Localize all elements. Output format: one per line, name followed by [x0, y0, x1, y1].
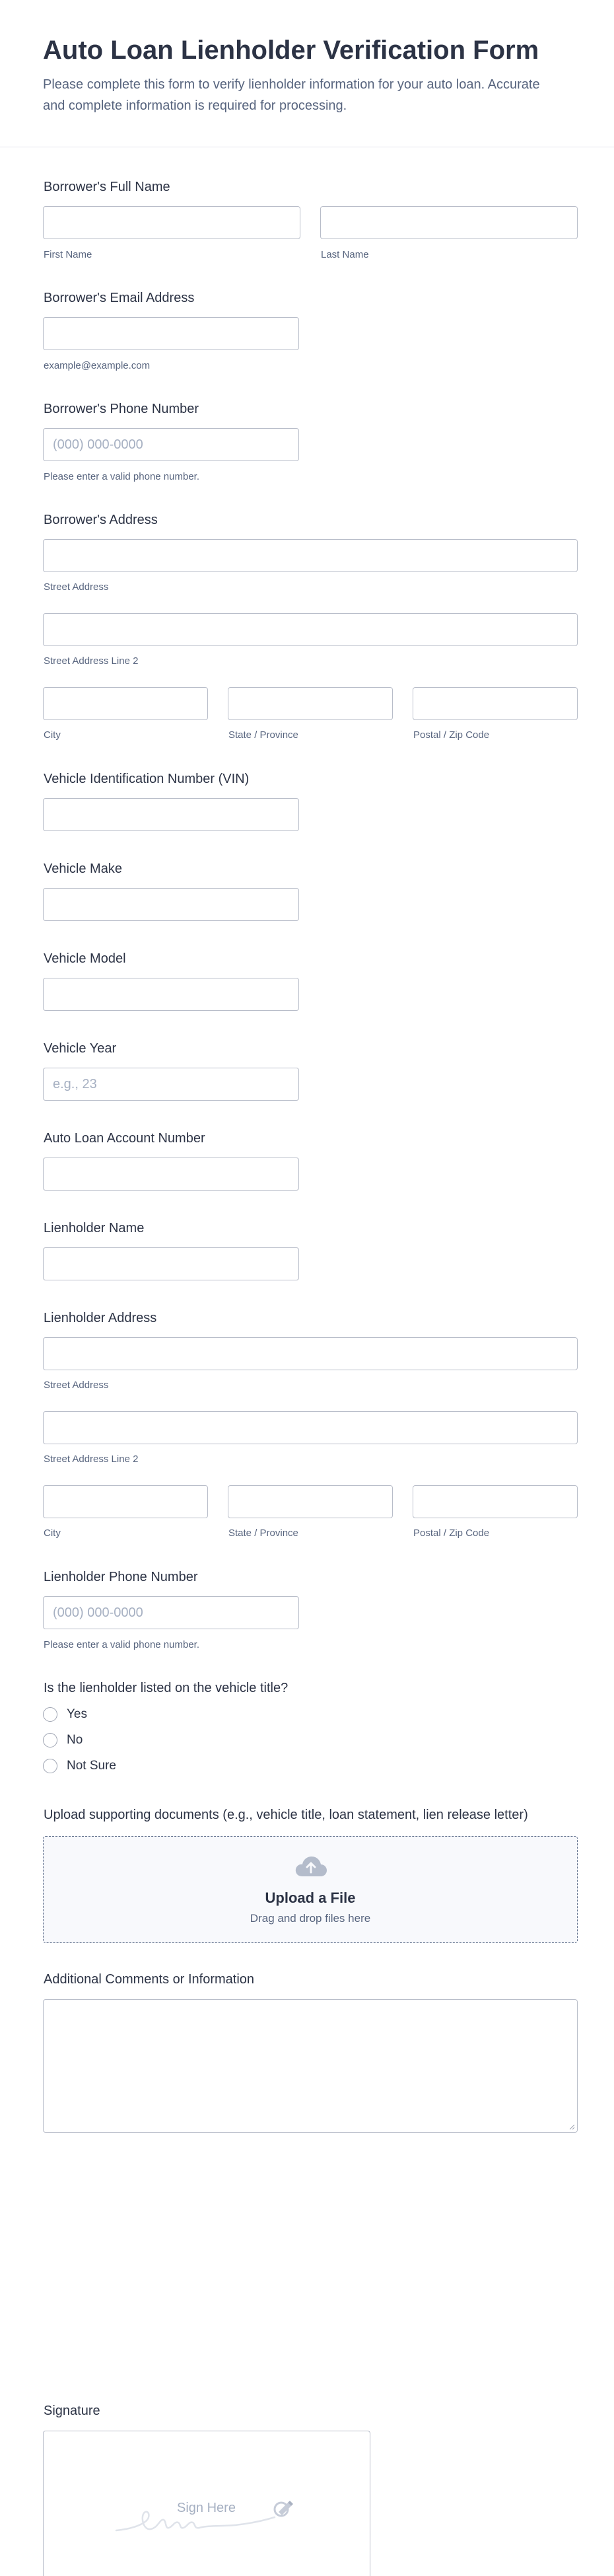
first-name-sublabel: First Name — [44, 249, 92, 260]
comments-label: Additional Comments or Information — [44, 1972, 255, 1987]
borrower-street-input[interactable] — [43, 539, 578, 572]
vehicle-make-label: Vehicle Make — [44, 862, 122, 876]
vehicle-model-input[interactable] — [43, 978, 299, 1011]
cloud-upload-icon — [294, 1855, 327, 1878]
page-title: Auto Loan Lienholder Verification Form — [43, 36, 539, 65]
lienholder-zip-input[interactable] — [413, 1485, 578, 1518]
radio-yes[interactable] — [43, 1707, 87, 1722]
borrower-city-sublabel: City — [44, 729, 61, 741]
lienholder-phone-label: Lienholder Phone Number — [44, 1570, 198, 1584]
radio-circle[interactable] — [43, 1759, 57, 1773]
lienholder-state-input[interactable] — [228, 1485, 393, 1518]
signature-pad[interactable] — [43, 2431, 370, 2576]
title-question-label: Is the lienholder listed on the vehicle title? — [44, 1681, 289, 1695]
vehicle-year-input[interactable]: e.g., 23 — [43, 1068, 299, 1101]
borrower-email-sublabel: example@example.com — [44, 360, 151, 371]
lienholder-phone-sublabel: Please enter a valid phone number. — [44, 1639, 199, 1650]
borrower-street2-input[interactable] — [43, 613, 578, 646]
upload-title: Upload a File — [265, 1890, 356, 1906]
comments-textarea[interactable] — [43, 1999, 578, 2133]
first-name-input[interactable] — [43, 206, 300, 239]
loan-account-label: Auto Loan Account Number — [44, 1131, 205, 1146]
signature-label: Signature — [44, 2404, 100, 2418]
borrower-phone-input[interactable]: (000) 000-0000 — [43, 428, 299, 461]
borrower-phone-label: Borrower's Phone Number — [44, 402, 199, 416]
radio-not-sure-label: Not Sure — [67, 1759, 116, 1773]
form-description: Please complete this form to verify lienholder information for your auto loan. Accurate and complete information is required for processing. — [43, 77, 540, 113]
loan-account-input[interactable] — [43, 1158, 299, 1191]
lienholder-name-label: Lienholder Name — [44, 1221, 145, 1235]
vin-label: Vehicle Identification Number (VIN) — [44, 772, 250, 786]
lienholder-street2-input[interactable] — [43, 1411, 578, 1444]
lienholder-name-input[interactable] — [43, 1247, 299, 1280]
borrower-zip-input[interactable] — [413, 687, 578, 720]
radio-no-label: No — [67, 1733, 83, 1747]
vehicle-year-label: Vehicle Year — [44, 1041, 117, 1056]
resize-handle-icon[interactable] — [568, 2123, 575, 2130]
vehicle-model-label: Vehicle Model — [44, 951, 126, 966]
radio-yes-label: Yes — [67, 1707, 87, 1721]
upload-label: Upload supporting documents (e.g., vehicle title, loan statement, lien release letter) — [44, 1808, 528, 1822]
lienholder-state-sublabel: State / Province — [228, 1527, 298, 1539]
last-name-sublabel: Last Name — [321, 249, 369, 260]
borrower-address-label: Borrower's Address — [44, 513, 158, 527]
file-upload-dropzone[interactable] — [43, 1836, 578, 1943]
lienholder-city-sublabel: City — [44, 1527, 61, 1539]
borrower-zip-sublabel: Postal / Zip Code — [413, 729, 490, 741]
lienholder-phone-input[interactable]: (000) 000-0000 — [43, 1596, 299, 1629]
upload-subtitle: Drag and drop files here — [250, 1912, 371, 1925]
borrower-state-input[interactable] — [228, 687, 393, 720]
last-name-input[interactable] — [320, 206, 578, 239]
borrower-phone-sublabel: Please enter a valid phone number. — [44, 471, 199, 482]
pen-icon — [269, 2495, 296, 2521]
lienholder-zip-sublabel: Postal / Zip Code — [413, 1527, 490, 1539]
lienholder-city-input[interactable] — [43, 1485, 208, 1518]
radio-circle[interactable] — [43, 1733, 57, 1748]
lienholder-street2-sublabel: Street Address Line 2 — [44, 1454, 139, 1465]
borrower-city-input[interactable] — [43, 687, 208, 720]
radio-no[interactable] — [43, 1733, 83, 1748]
lienholder-street-sublabel: Street Address — [44, 1380, 109, 1391]
lienholder-street-input[interactable] — [43, 1337, 578, 1370]
signature-placeholder: Sign Here — [177, 2501, 236, 2515]
radio-not-sure[interactable] — [43, 1759, 116, 1773]
vehicle-make-input[interactable] — [43, 888, 299, 921]
borrower-street2-sublabel: Street Address Line 2 — [44, 655, 139, 667]
borrower-state-sublabel: State / Province — [228, 729, 298, 741]
borrower-street-sublabel: Street Address — [44, 581, 109, 593]
lienholder-address-label: Lienholder Address — [44, 1311, 157, 1325]
borrower-email-label: Borrower's Email Address — [44, 291, 195, 305]
vin-input[interactable] — [43, 798, 299, 831]
radio-circle[interactable] — [43, 1707, 57, 1722]
borrower-name-label: Borrower's Full Name — [44, 180, 170, 194]
borrower-email-input[interactable] — [43, 317, 299, 350]
